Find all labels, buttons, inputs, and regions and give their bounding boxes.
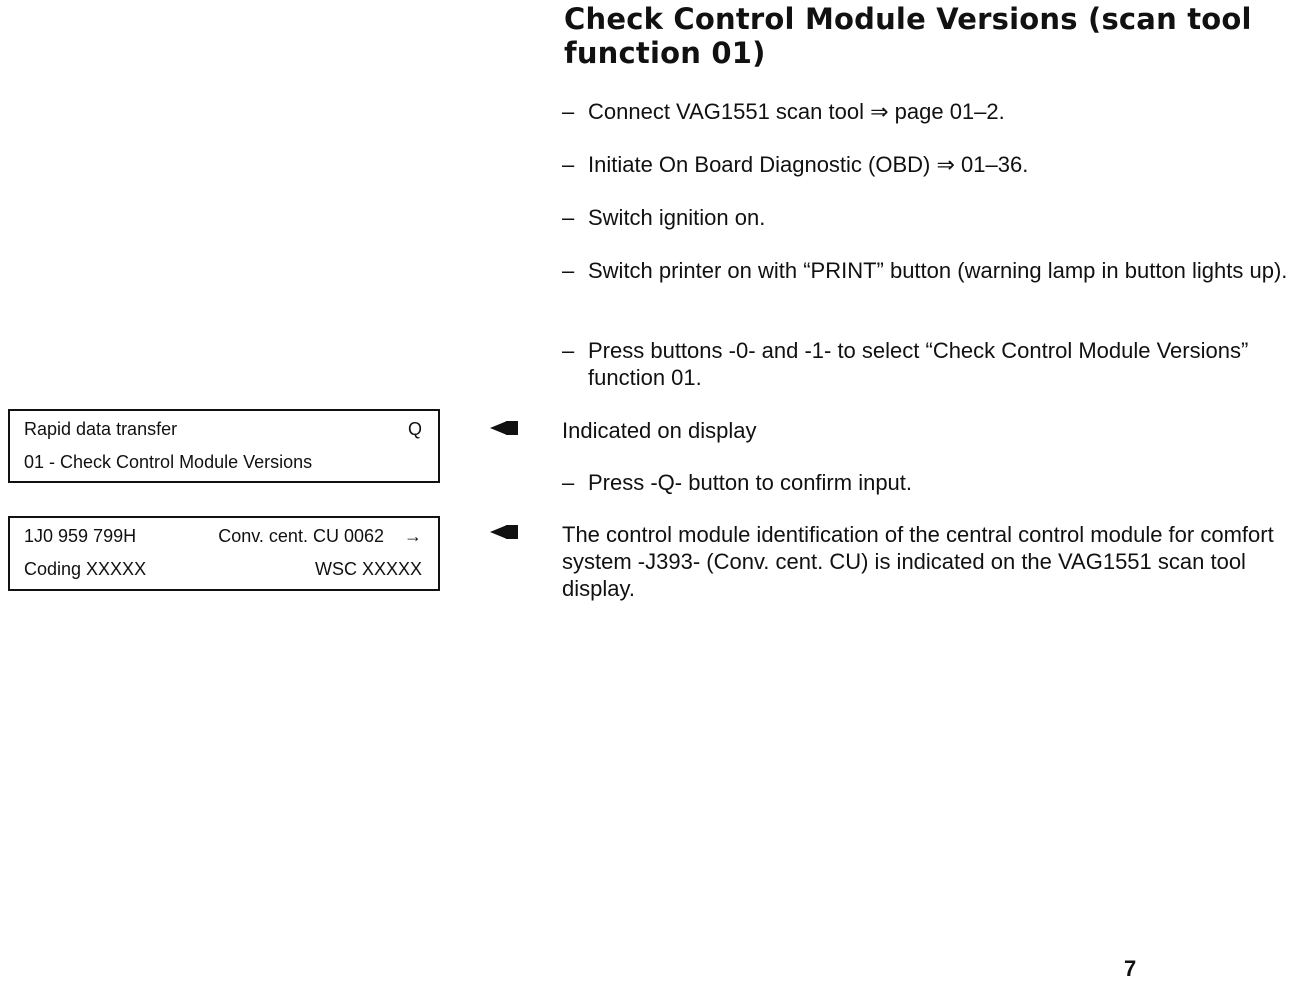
display-text-wsc: WSC XXXXX xyxy=(314,559,422,579)
step-text: Switch printer on with “PRINT” button (warning lamp in button lights up). xyxy=(588,258,1288,283)
display-row xyxy=(24,413,422,446)
step-dash: – xyxy=(562,470,575,495)
step-connect-scan-tool xyxy=(562,98,1292,125)
step-confirm-input xyxy=(562,469,1292,496)
step-printer-on xyxy=(562,257,1292,284)
step-initiate-obd xyxy=(562,151,1292,178)
display-text-function: 01 - Check Control Module Versions xyxy=(24,452,313,472)
step-text: Press -Q- button to confirm input. xyxy=(588,470,913,495)
display-text-rapid-data-transfer: Rapid data transfer xyxy=(24,419,178,439)
display-row xyxy=(24,520,422,553)
display-row xyxy=(24,553,422,586)
pointer-arrow-icon xyxy=(490,524,518,540)
display-text-q: Q xyxy=(407,419,422,439)
display-row xyxy=(24,446,422,479)
page-number: 7 xyxy=(1124,956,1137,981)
step-text: Switch ignition on. xyxy=(588,205,766,230)
step-dash: – xyxy=(562,205,575,230)
step-dash: – xyxy=(562,258,575,283)
step-text: Connect VAG1551 scan tool ⇒ page 01–2. xyxy=(588,99,1005,124)
display-text-coding: Coding XXXXX xyxy=(24,559,147,579)
step-select-function xyxy=(562,337,1292,391)
scan-tool-display-rapid-data xyxy=(8,409,440,483)
step-dash: – xyxy=(562,99,575,124)
display-caption-module-id: The control module identification of the central control module for comfort system -J393- (Conv. cent. CU) is indicated on the VAG1551 scan tool display. xyxy=(562,522,1274,601)
step-dash: – xyxy=(562,338,575,363)
pointer-arrow-icon xyxy=(490,420,518,436)
display-text-part-number: 1J0 959 799H xyxy=(24,526,137,546)
scan-tool-display-module-id xyxy=(8,516,440,591)
step-text: Press buttons -0- and -1- to select “Check Control Module Versions” function 01. xyxy=(588,338,1249,390)
step-dash: – xyxy=(562,152,575,177)
display-caption-indicated: Indicated on display xyxy=(562,418,757,443)
page-title: Check Control Module Versions (scan tool function 01) xyxy=(564,2,1252,70)
display-arrow: → xyxy=(404,526,422,546)
display-text-module-name: Conv. cent. CU 0062 xyxy=(218,526,384,546)
step-text: Initiate On Board Diagnostic (OBD) ⇒ 01–36. xyxy=(588,152,1029,177)
step-ignition-on xyxy=(562,204,1292,231)
